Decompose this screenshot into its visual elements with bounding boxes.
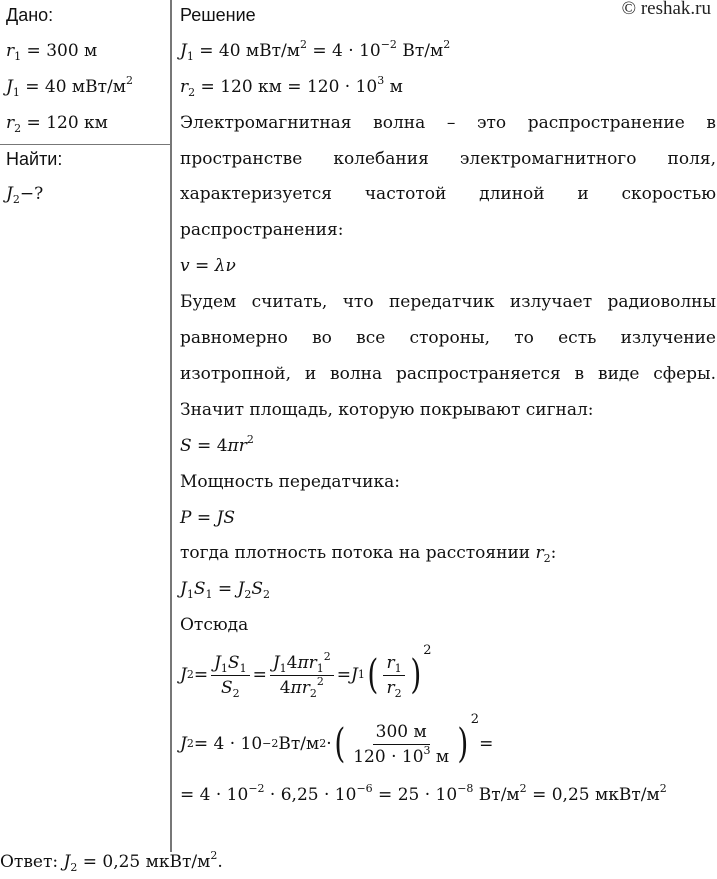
math-variable: J: [272, 652, 280, 673]
subscript: 2: [263, 588, 271, 602]
density-text: тогда плотность потока на расстоянии $r_2$:: [180, 543, 557, 566]
subscript: 1: [394, 661, 402, 675]
math-variable: J: [351, 665, 358, 685]
fraction: [350, 720, 452, 769]
superscript: 2: [659, 782, 667, 795]
subscript: 2: [309, 686, 317, 700]
subscript: 1: [205, 588, 213, 602]
superscript: −6: [356, 782, 373, 795]
denominator: $120 \cdot 10^3$ м: [353, 743, 450, 767]
math-variable: S: [251, 579, 264, 600]
math-variable: J: [6, 76, 13, 97]
superscript: 3: [423, 743, 431, 757]
solution-title: Решение: [180, 5, 256, 25]
subscript: 1: [220, 661, 228, 675]
math-variable: J: [180, 579, 187, 600]
math-variable: J: [214, 652, 221, 673]
find-j2: $J_2-$?: [6, 184, 44, 207]
equation-calc-2: = $4 \cdot 10^{-2} \cdot 6,25 \cdot 10^{-6} = 25 \cdot 10^{-8}$ $Вт/м^2 = 0,25$ мкВт/$м^2$: [180, 782, 667, 805]
left-paren: (: [367, 652, 379, 698]
right-paren: ): [457, 721, 469, 767]
math-variable: J: [63, 852, 71, 872]
subscript: 2: [244, 588, 252, 602]
equation-wave: v = λν: [180, 256, 236, 277]
paragraph-wave: Электромагнитная волна – это распространение в пространстве колебания электромагнитного поля, характеризуется частотой длиной и скоростью распространения:: [180, 112, 716, 241]
conversion-r2: $r_2 = 120$ км = $120 \cdot 10^3$ м: [180, 73, 403, 99]
math-variable: πr: [227, 435, 247, 456]
denominator: [218, 676, 243, 700]
superscript: −2: [380, 37, 397, 51]
subscript: 2: [543, 552, 551, 566]
math-variable: πr: [297, 652, 317, 673]
superscript: 2: [246, 432, 254, 446]
subscript: 2: [394, 686, 402, 700]
superscript: 2: [300, 37, 307, 51]
answer-line: Ответ: $J_2 = 0,25$ мкВт/$м^2$.: [0, 849, 223, 874]
math-variable: J: [6, 184, 13, 205]
superscript: 2: [210, 849, 218, 862]
area-text: Значит площадь, которую покрывают сигнал:: [180, 399, 594, 420]
superscript: 2: [443, 37, 451, 51]
fraction: [270, 651, 334, 700]
math-variable: v: [180, 256, 190, 277]
equation-flux-equality: $J_1S_1 = J_2S_2$: [180, 579, 271, 602]
math-variable: r: [180, 76, 189, 97]
equation-area: $S = 4\pi r^2$: [180, 432, 254, 456]
equation-calc-1: J 2 = 4 · 10 −2 Вт/м 2 · ( $\frac{300 м}{120 \cdot 10^3 м}$ ) 2 =: [180, 711, 494, 767]
watermark-text: © reshak.ru: [621, 0, 711, 19]
find-title: Найти:: [6, 148, 63, 169]
math-variable: S: [220, 677, 233, 698]
subscript: 1: [239, 661, 247, 675]
subscript: 2: [70, 861, 78, 874]
subscript: 2: [232, 686, 240, 700]
fraction: [211, 651, 249, 700]
paragraph-isotropic: Будем считать, что передатчик излучает радиоволны равномерно во все стороны, то есть излучение изотропной, и волна распространяется в виде сферы.: [180, 292, 716, 384]
parenthesized-group: [332, 711, 480, 769]
fraction: [383, 651, 404, 700]
math-variable: S: [180, 435, 192, 456]
math-variable: S: [227, 652, 240, 673]
solution-column: [180, 0, 716, 644]
parenthesized-group: [365, 642, 432, 700]
numerator: $J_14\pi r_1^2$: [270, 651, 334, 676]
numerator: [211, 651, 249, 676]
denominator: [383, 676, 404, 700]
denominator: $4\pi r_2^2$: [279, 674, 324, 700]
superscript: 3: [377, 73, 385, 87]
subscript: 2: [188, 85, 196, 99]
subscript: 1: [12, 85, 20, 99]
column-divider: [170, 0, 172, 852]
equation-ratio: J 2 = $\frac{J_1S_1}{S_2}$ = $\frac{J_14\pi r_1^2}{4\pi r_2^2}$ = J 1 ( $\frac{r_1}{r_2}$ ) 2: [180, 642, 432, 700]
given-r2: $r_2 = 120$ км: [6, 112, 108, 135]
exponent: 2: [470, 711, 480, 727]
math-variable: r: [386, 677, 395, 698]
power-text: Мощность передатчика:: [180, 471, 400, 492]
math-variable: r: [386, 652, 395, 673]
given-r1: $r_1 = 300$ м: [6, 40, 98, 63]
math-variable: r: [535, 543, 544, 564]
equation-power: P = JS: [180, 507, 235, 528]
math-variable: J: [180, 40, 187, 61]
math-variable: P: [180, 507, 192, 528]
subscript: 1: [316, 661, 324, 675]
subscript: 1: [279, 661, 287, 675]
given-j1: $J_1 = 40$ мВт/$м^2$: [6, 73, 133, 99]
right-paren: ): [409, 652, 421, 698]
math-variable: λν: [214, 256, 236, 277]
superscript: −2: [248, 782, 265, 795]
math-variable: πr: [290, 677, 310, 698]
math-variable: S: [193, 579, 206, 600]
left-paren: (: [333, 721, 345, 767]
subscript: 1: [186, 49, 194, 63]
subscript: 1: [14, 49, 22, 63]
given-column: [6, 0, 166, 213]
superscript: 2: [323, 649, 331, 663]
hence-text: Отсюда: [180, 615, 249, 636]
math-variable: r: [6, 40, 15, 61]
math-variable: JS: [216, 507, 235, 528]
superscript: 2: [126, 73, 133, 87]
given-title: Дано:: [6, 5, 54, 25]
subscript: 2: [14, 121, 22, 135]
exponent: 2: [423, 642, 432, 658]
superscript: 2: [316, 674, 324, 688]
superscript: 2: [519, 782, 527, 795]
math-variable: J: [237, 579, 245, 600]
subscript: 1: [186, 588, 194, 602]
math-variable: r: [6, 112, 15, 133]
superscript: −8: [457, 782, 474, 795]
numerator: [383, 651, 404, 676]
math-variable: J: [180, 734, 187, 754]
math-variable: J: [180, 665, 187, 685]
subscript: 2: [12, 193, 20, 207]
conversion-j1: $J_1 = 40$ мВт/$м^2 = 4 \cdot 10^{-2}$ $Вт/м^2$: [180, 37, 451, 63]
numerator: 300 м: [373, 720, 430, 745]
